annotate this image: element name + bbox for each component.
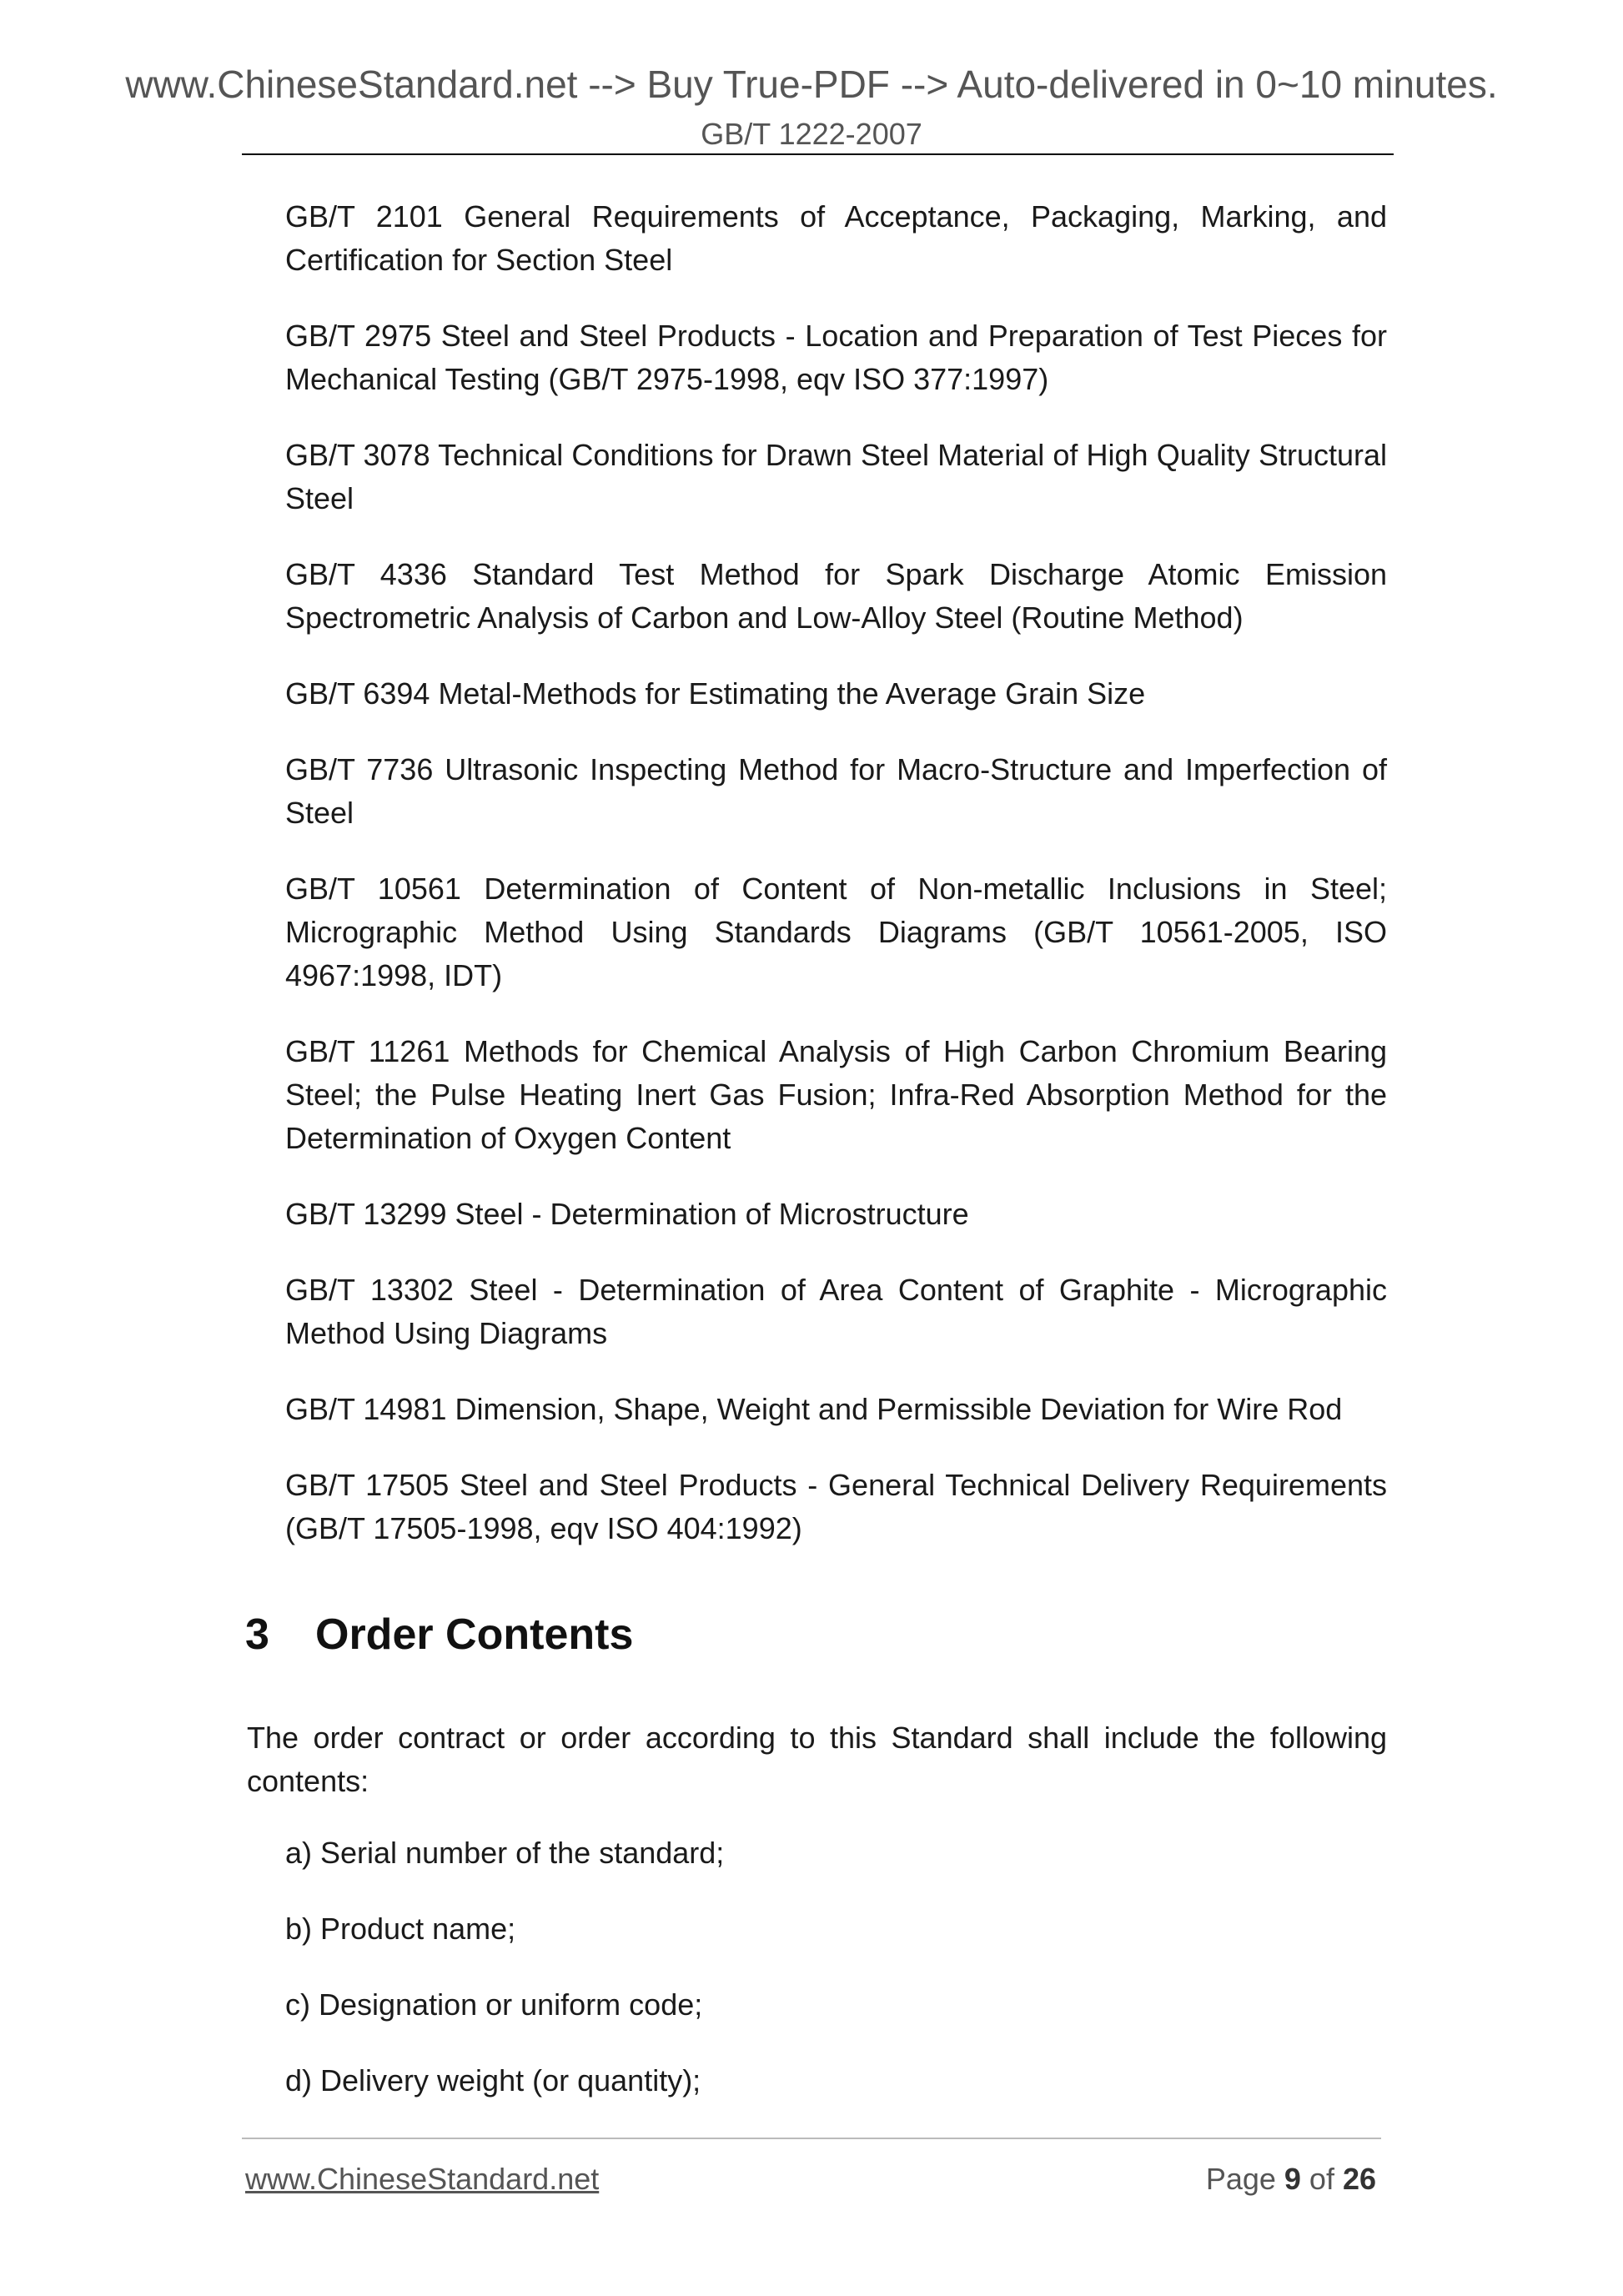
page-current: 9	[1284, 2162, 1301, 2196]
order-contents-list	[285, 1831, 1369, 2135]
reference-item: GB/T 13299 Steel - Determination of Microstructure	[285, 1197, 969, 1231]
footer-website-link[interactable]: www.ChineseStandard.net	[245, 2162, 600, 2196]
reference-item: GB/T 2101 General Requirements of Acceptance, Packaging, Marking, and Certification for Section Steel	[285, 199, 1387, 277]
reference-item: GB/T 3078 Technical Conditions for Drawn Steel Material of High Quality Structural Steel	[285, 438, 1387, 515]
header-standard-number: GB/T 1222-2007	[701, 117, 922, 151]
reference-item: GB/T 2975 Steel and Steel Products - Location and Preparation of Test Pieces for Mechanical Testing (GB/T 2975-1998, eqv ISO 377:1997)	[285, 319, 1387, 396]
list-item: c) Designation or uniform code;	[285, 1987, 703, 2022]
page-prefix: Page	[1205, 2162, 1284, 2196]
reference-item: GB/T 13302 Steel - Determination of Area Content of Graphite - Micrographic Method Using Diagrams	[285, 1273, 1387, 1350]
reference-item: GB/T 11261 Methods for Chemical Analysis of High Carbon Chromium Bearing Steel; the Pulse Heating Inert Gas Fusion; Infra-Red Absorption Method for the Determination of Oxygen Content	[285, 1034, 1387, 1155]
reference-item: GB/T 4336 Standard Test Method for Spark Discharge Atomic Emission Spectrometric Analysis of Carbon and Low-Alloy Steel (Routine Method)	[285, 557, 1387, 635]
reference-item: GB/T 6394 Metal-Methods for Estimating the Average Grain Size	[285, 676, 1146, 711]
list-item: b) Product name;	[285, 1912, 516, 1946]
page-total: 26	[1342, 2162, 1376, 2196]
footer-divider	[242, 2138, 1381, 2139]
page-of: of	[1300, 2162, 1343, 2196]
header-banner: www.ChineseStandard.net --> Buy True-PDF --> Auto-delivered in 0~10 minutes.	[125, 63, 1498, 106]
normative-references-list	[285, 195, 1387, 1583]
list-item: d) Delivery weight (or quantity);	[285, 2063, 701, 2098]
list-item: a) Serial number of the standard;	[285, 1836, 725, 1870]
section-heading	[245, 1610, 633, 1660]
reference-item: GB/T 17505 Steel and Steel Products - General Technical Delivery Requirements (GB/T 17505-1998, eqv ISO 404:1992)	[285, 1468, 1387, 1545]
page-number	[1206, 2162, 1376, 2197]
header-divider	[242, 153, 1394, 155]
section-number: 3	[245, 1610, 269, 1659]
section-title: Order Contents	[315, 1610, 634, 1659]
reference-item: GB/T 10561 Determination of Content of Non-metallic Inclusions in Steel; Micrographic Method Using Standards Diagrams (GB/T 10561-2005, ISO 4967:1998, IDT)	[285, 872, 1387, 992]
reference-item: GB/T 7736 Ultrasonic Inspecting Method for Macro-Structure and Imperfection of Steel	[285, 752, 1387, 830]
section-intro-paragraph: The order contract or order according to this Standard shall include the following contents:	[247, 1721, 1387, 1798]
reference-item: GB/T 14981 Dimension, Shape, Weight and Permissible Deviation for Wire Rod	[285, 1392, 1343, 1426]
